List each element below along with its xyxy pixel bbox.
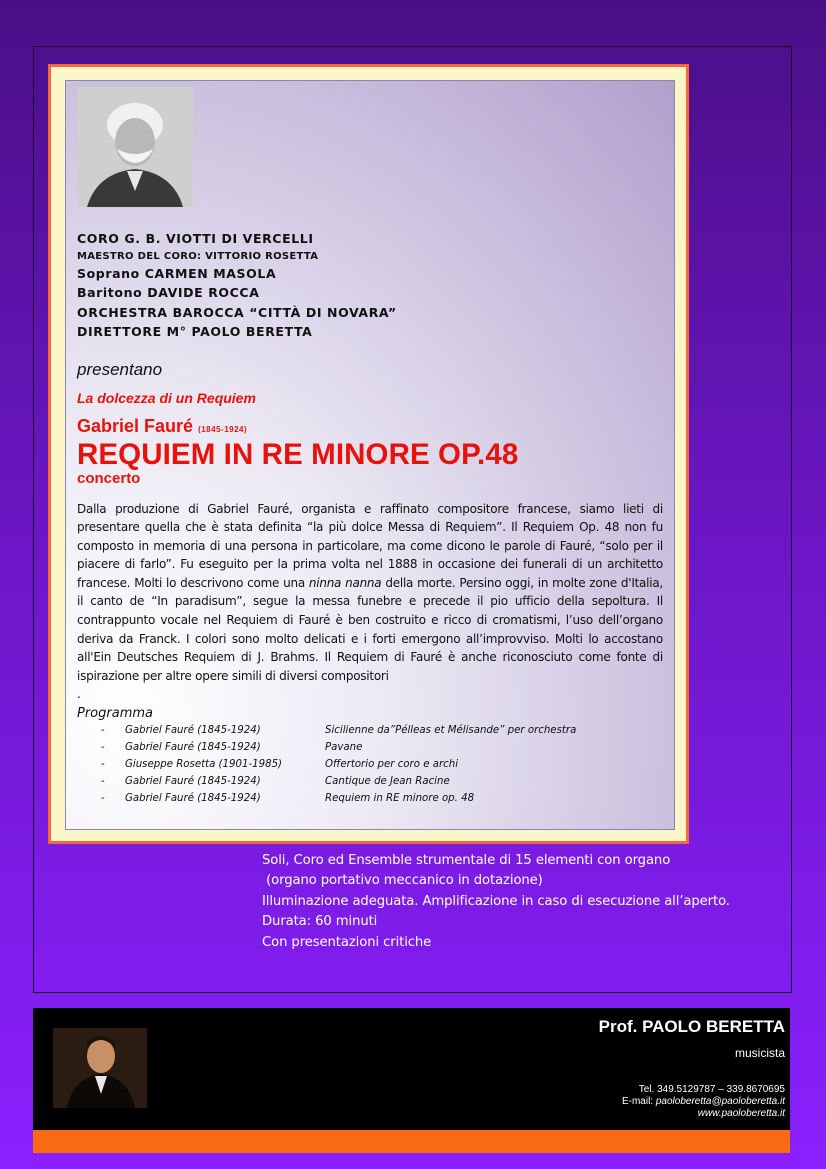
credits-block [77,229,663,342]
website-line [622,1108,785,1120]
footer-accent-bar [33,1130,790,1153]
baritone: Baritono DAVIDE ROCCA [77,285,260,300]
orchestra: ORCHESTRA BAROCCA “CITTÀ DI NOVARA” [77,304,397,320]
programma-composer: Giuseppe Rosetta (1901-1985) [125,759,283,771]
poster-inner-border [51,67,686,841]
programma-piece: Cantique de Jean Racine [325,776,450,788]
description-part1: Dalla produzione di Gabriel Fauré, organista e raffinato compositore francese, siamo lieti di presentare quella che è stata definita “la più dolce Messa di Requiem”. Il Requiem Op. 48 non fu composto in memoria di una persona in particolare, ma come dicono le parole di Fauré, “solo per il piacere di farlo”. Fu eseguito per la prima volta nel 1888 in occasione dei funerali di un architetto francese. Molti lo descrivono come una [77,501,663,590]
author-photo [53,1028,147,1108]
bullet-dash: - [101,742,105,754]
soprano: Soprano CARMEN MASOLA [77,265,277,281]
composer-heading [77,416,663,440]
website-link[interactable]: www.paoloberetta.it [697,1108,785,1119]
programma-item [77,756,663,773]
description-emphasis: ninna nanna [308,575,382,590]
bullet-dash: - [101,793,105,805]
info-line: Durata: 60 minuti [262,914,378,930]
phone: Tel. 349.5129787 – 339.8670695 [638,1084,785,1095]
bullet-dash: - [101,759,105,771]
programma-item [77,722,663,739]
choir-name: CORO G. B. VIOTTI DI VERCELLI [77,231,314,246]
poster-panel [65,80,675,830]
description-paragraph [77,500,663,705]
programma-composer: Gabriel Fauré (1845-1924) [125,793,261,805]
description-dot: . [77,687,81,702]
poster-border [48,64,689,844]
conductor: DIRETTORE M° PAOLO BERETTA [77,324,313,339]
info-line: Soli, Coro ed Ensemble strumentale di 15 elementi con organo [262,853,671,868]
composer-years: (1845-1924) [198,424,248,434]
footer [33,1008,790,1130]
programma-item [77,773,663,790]
programma-composer: Gabriel Fauré (1845-1924) [125,776,261,788]
description-part2: della morte. Persino oggi, in molte zone d'Italia, il canto de “In paradisum”, segue la messa funebre e precede il pio ufficio della sepoltura. Il contrappunto vocale nel Requiem di Fauré è ben costruito e ricco di cromatismi, l’uso dell’organo deriva da Franck. I colori sono molto delicati e i forti emergono all’improvviso. Molti lo accostano all'Ein Deutsches Requiem di J. Brahms. Il Requiem di Fauré è anche riconosciuto come fonte di ispirazione per altre opere simili di diversi compositori [77,575,663,683]
programma-composer: Gabriel Fauré (1845-1924) [125,725,261,737]
email-line [622,1096,785,1108]
programma-piece: Sicilienne da”Pélleas et Mélisande” per orchestra [325,725,577,737]
presentano-text: presentano [77,359,163,379]
info-line: (organo portativo meccanico in dotazione) [262,873,543,889]
bullet-dash: - [101,725,105,737]
programma-composer: Gabriel Fauré (1845-1924) [125,742,261,754]
performance-info [262,851,730,953]
programma-piece: Pavane [325,742,363,754]
author-name: Prof. PAOLO BERETTA [598,1017,785,1036]
programma-piece: Requiem in RE minore op. 48 [325,793,475,805]
email-label: E-mail: [621,1096,656,1107]
info-line: Con presentazioni critiche [262,934,432,950]
email-link[interactable]: paoloberetta@paoloberetta.it [655,1096,785,1107]
composer-name: Gabriel Fauré [77,415,194,436]
concerto-label: concerto [77,469,141,487]
work-title: REQUIEM IN RE MINORE OP.48 [77,437,519,471]
contact-block [622,1084,785,1120]
programma-item [77,739,663,756]
subtitle: La dolcezza di un Requiem [77,389,256,406]
info-line: Illuminazione adeguata. Amplificazione in caso di esecuzione all’aperto. [262,893,730,909]
bullet-dash: - [101,776,105,788]
programma-piece: Offertorio per coro e archi [325,759,459,771]
author-role: musicista [734,1046,785,1060]
programma-item [77,790,663,807]
choir-master: MAESTRO DEL CORO: VITTORIO ROSETTA [77,250,319,262]
programma-list [77,722,663,807]
composer-portrait [77,87,193,207]
programma-title: Programma [77,706,153,722]
